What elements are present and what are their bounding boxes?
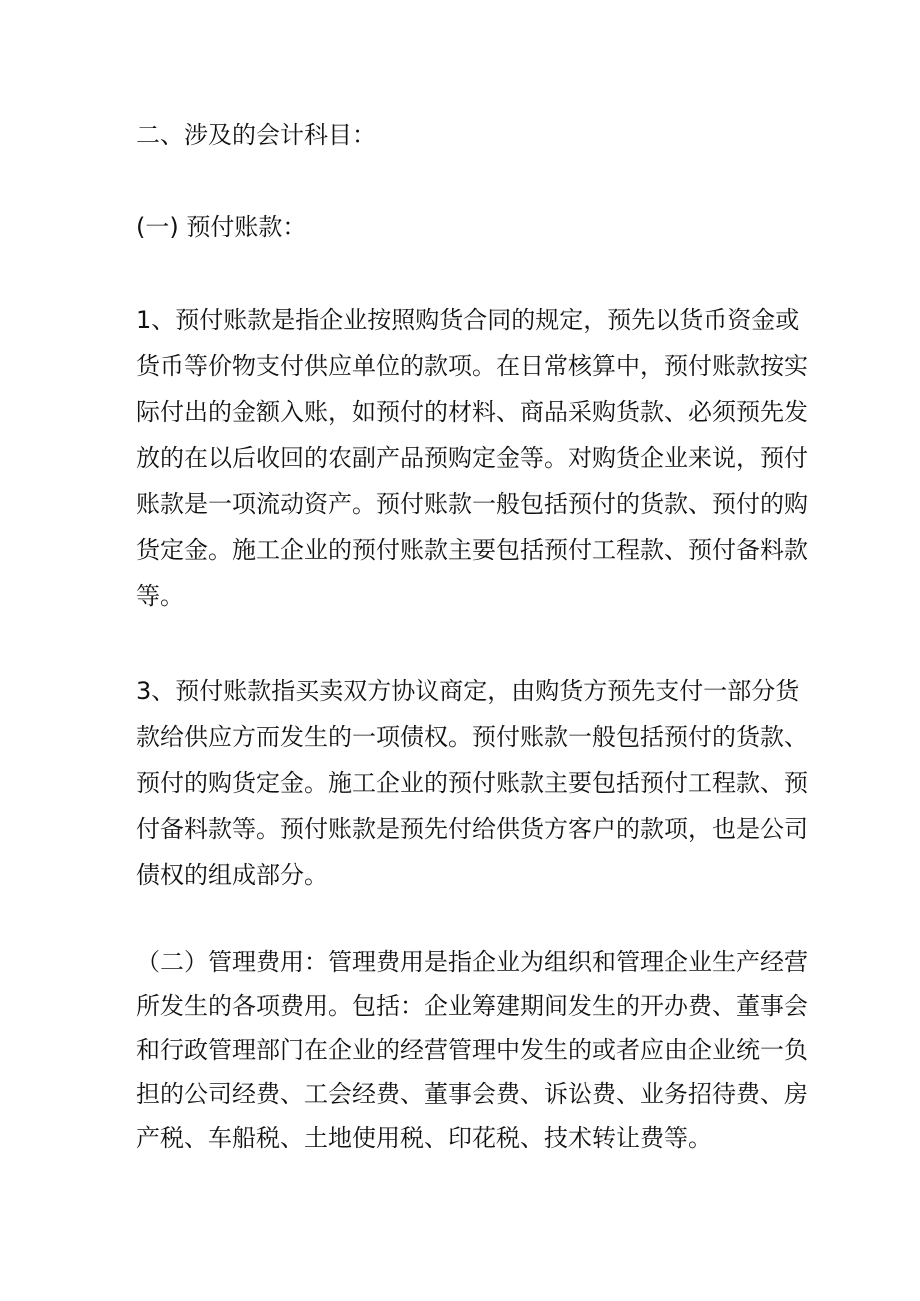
subsection-title: (一) 预付账款： [136,213,307,241]
spacer [136,250,796,297]
text-line: 所发生的各项费用。包括：企业筹建期间发生的开办费、董事会 [136,992,808,1020]
text-line: 际付出的金额入账，如预付的材料、商品采购货款、必须预先发 [136,398,808,426]
text-line: 和行政管理部门在企业的经营管理中发生的或者应由企业统一负 [136,1036,808,1064]
spacer [136,158,796,204]
text-line: 货币等价物支付供应单位的款项。在日常核算中，预付账款按实 [136,352,808,380]
text-line: 担的公司经费、工会经费、董事会费、诉讼费、业务招待费、房 [136,1080,808,1108]
spacer [136,898,796,940]
text-line: 账款是一项流动资产。预付账款一般包括预付的货款、预付的购 [136,490,808,518]
spacer [136,619,796,668]
document-page [136,112,808,1160]
text-line: 等。 [136,582,184,610]
paragraph-management-expenses [136,940,808,1160]
text-line: 预付的购货定金。施工企业的预付账款主要包括预付工程款、预 [136,769,808,797]
paragraph-prepayment-claim [136,668,808,898]
text-line: 3、预付账款指买卖双方协议商定，由购货方预先支付一部分货 [136,677,800,705]
text-line: 款给供应方而发生的一项债权。预付账款一般包括预付的货款、 [136,723,808,751]
text-line: 放的在以后收回的农副产品预购定金等。对购货企业来说，预付 [136,444,808,472]
text-line: （二）管理费用：管理费用是指企业为组织和管理企业生产经营 [136,948,808,976]
section-title: 二、涉及的会计科目： [136,121,376,149]
text-line: 货定金。施工企业的预付账款主要包括预付工程款、预付备料款 [136,536,808,564]
paragraph-prepayment-definition [136,297,808,619]
text-line: 付备料款等。预付账款是预先付给供货方客户的款项，也是公司 [136,815,808,843]
text-line: 产税、车船税、土地使用税、印花税、技术转让费等。 [136,1124,712,1152]
text-line: 1、预付账款是指企业按照购货合同的规定，预先以货币资金或 [136,306,800,334]
text-line: 债权的组成部分。 [136,861,328,889]
